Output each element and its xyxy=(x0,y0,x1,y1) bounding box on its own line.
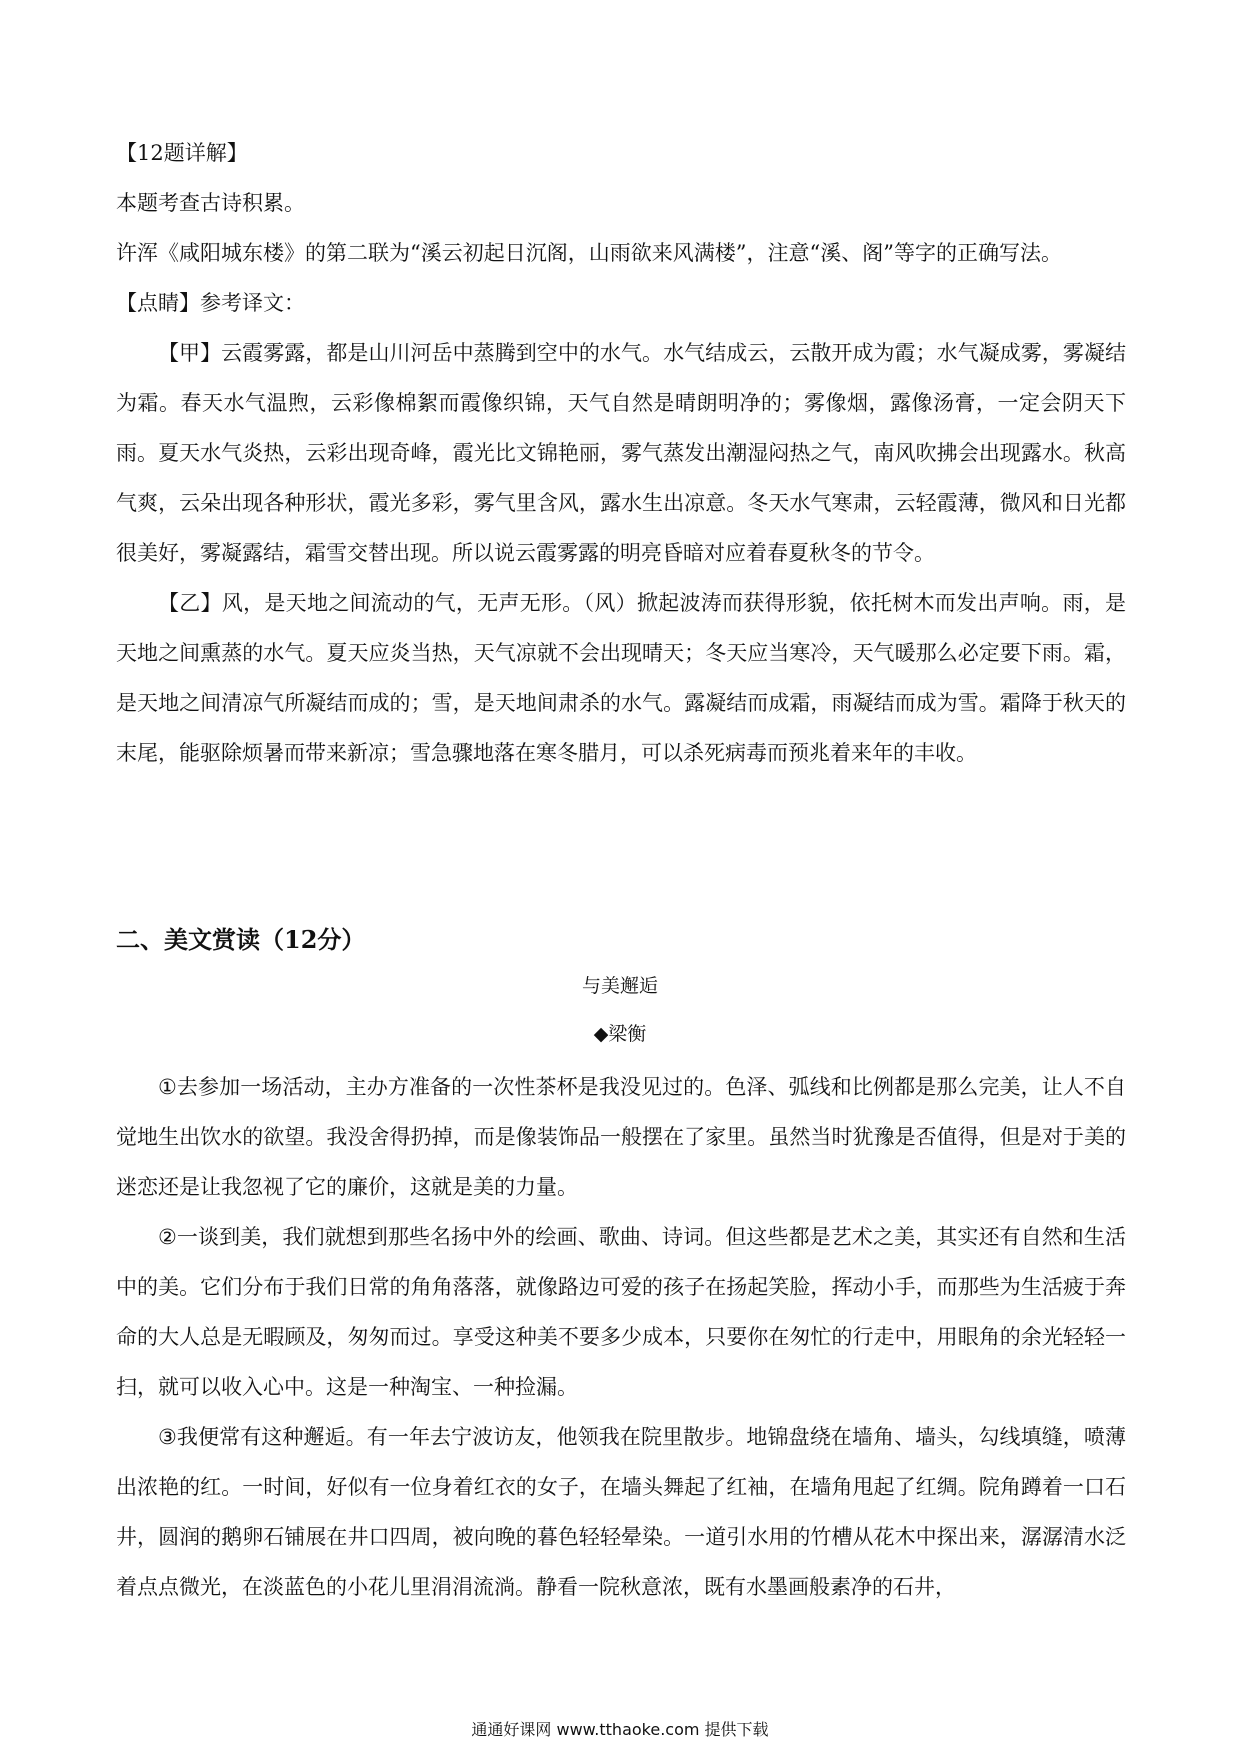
translation-jia: 【甲】云霞雾露，都是山川河岳中蒸腾到空中的水气。水气结成云，云散开成为霞；水气凝成雾，雾凝结为霜。春天水气温煦，云彩像棉絮而霞像织锦，天气自然是晴朗明净的；雾像烟，露像汤膏，一定会阴天下雨。夏天水气炎热，云彩出现奇峰，霞光比文锦艳丽，雾气蒸发出潮湿闷热之气，南风吹拂会出现露水。秋高气爽，云朵出现各种形状，霞光多彩，雾气里含风，露水生出凉意。冬天水气寒肃，云轻霞薄，微风和日光都很美好，雾凝露结，霜雪交替出现。所以说云霞雾露的明亮昏暗对应着春夏秋冬的节令。 xyxy=(116,341,1126,565)
essay-paragraph-1: ①去参加一场活动，主办方准备的一次性茶杯是我没见过的。色泽、弧线和比例都是那么完美，让人不自觉地生出饮水的欲望。我没舍得扔掉，而是像装饰品一般摆在了家里。虽然当时犹豫是否值得，但是对于美的迷恋还是让我忽视了它的廉价，这就是美的力量。 xyxy=(116,1075,1126,1199)
essay-paragraph-3: ③我便常有这种邂逅。有一年去宁波访友，他领我在院里散步。地锦盘绕在墙角、墙头，勾线填缝，喷薄出浓艳的红。一时间，好似有一位身着红衣的女子，在墙头舞起了红袖，在墙角甩起了红绸。院角蹲着一口石井，圆润的鹅卵石铺展在井口四周，被向晚的暮色轻轻晕染。一道引水用的竹槽从花木中探出来，潺潺清水泛着点点微光，在淡蓝色的小花儿里涓涓流淌。静看一院秋意浓，既有水墨画般素净的石井， xyxy=(116,1425,1126,1599)
note-label: 【点睛】参考译文： xyxy=(116,291,305,315)
translation-yi: 【乙】风，是天地之间流动的气，无声无形。（风）掀起波涛而获得形貌，依托树木而发出声响。雨，是天地之间熏蒸的水气。夏天应炎当热，天气凉就不会出现晴天；冬天应当寒冷，天气暖那么必定要下雨。霜，是天地之间清凉气所凝结而成的；雪，是天地间肃杀的水气。露凝结而成霜，雨凝结而成为雪。霜降于秋天的末尾，能驱除烦暑而带来新凉；雪急骤地落在寒冬腊月，可以杀死病毒而预兆着来年的丰收。 xyxy=(116,591,1126,765)
essay-title: 与美邂逅 xyxy=(581,975,658,997)
answer-line-2: 许浑《咸阳城东楼》的第二联为“溪云初起日沉阁，山雨欲来风满楼”，注意“溪、阁”等字的正确写法。 xyxy=(116,241,1062,265)
essay-author: ◆梁衡 xyxy=(593,1023,647,1045)
essay-body xyxy=(116,1062,1126,1612)
answer-line-1: 本题考查古诗积累。 xyxy=(116,191,305,215)
footer-text: 通通好课网 www.tthaoke.com 提供下载 xyxy=(471,1720,769,1739)
essay-paragraph-2: ②一谈到美，我们就想到那些名扬中外的绘画、歌曲、诗词。但这些都是艺术之美，其实还有自然和生活中的美。它们分布于我们日常的角角落落，就像路边可爱的孩子在扬起笑脸，挥动小手，而那些为生活疲于奔命的大人总是无暇顾及，匆匆而过。享受这种美不要多少成本，只要你在匆忙的行走中，用眼角的余光轻轻一扫，就可以收入心中。这是一种淘宝、一种捡漏。 xyxy=(116,1225,1126,1399)
answer-section xyxy=(116,128,1126,778)
section-heading: 二、美文赏读（12分） xyxy=(116,925,366,954)
answer-label: 【12题详解】 xyxy=(116,141,248,165)
